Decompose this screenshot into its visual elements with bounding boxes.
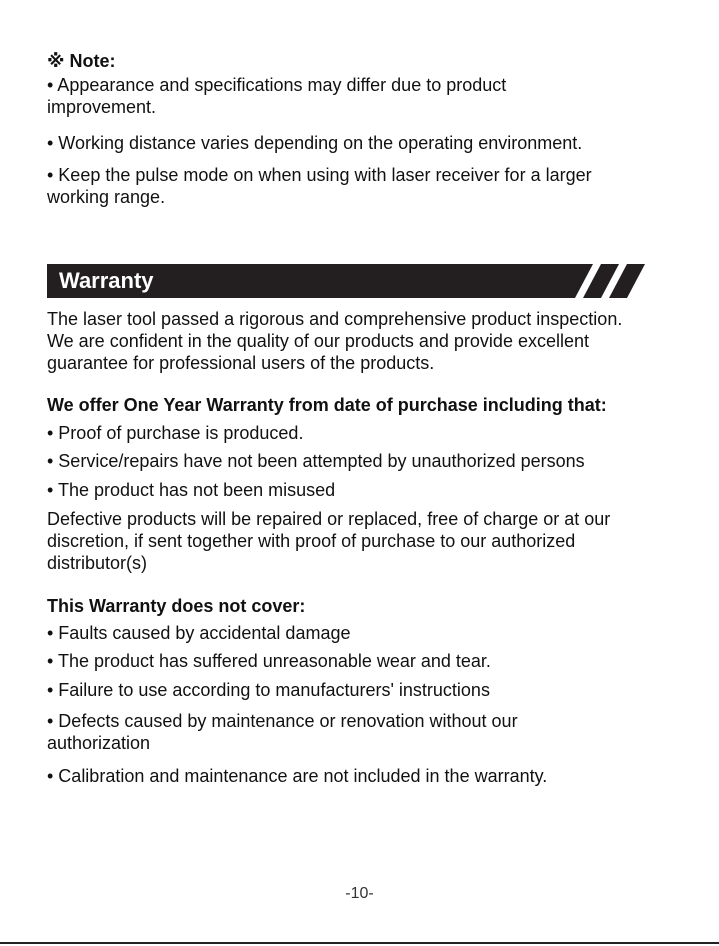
warranty-title: Warranty [59, 268, 154, 293]
warranty-defective-text: Defective products will be repaired or replaced, free of charge or at our discretion, if sent together with proof of purchase to our authorized distributor(s) [47, 509, 611, 573]
not-cover-item: • Calibration and maintenance are not included in the warranty. [47, 766, 548, 786]
note-title: Note: [69, 51, 116, 71]
page-number: -10- [345, 885, 374, 902]
note-heading [47, 50, 116, 72]
note-item: • Appearance and specifications may differ due to product improvement. [47, 75, 507, 117]
note-symbol: ※ [47, 51, 65, 71]
not-cover-item: • Faults caused by accidental damage [47, 623, 351, 643]
not-cover-item: • The product has suffered unreasonable wear and tear. [47, 651, 491, 671]
offer-item: • The product has not been misused [47, 480, 336, 500]
warranty-offer-heading: We offer One Year Warranty from date of purchase including that: [47, 395, 607, 415]
note-item: • Working distance varies depending on the operating environment. [47, 133, 583, 153]
offer-item: • Service/repairs have not been attempted by unauthorized persons [47, 451, 585, 471]
bottom-divider [0, 942, 719, 944]
offer-item: • Proof of purchase is produced. [47, 423, 304, 443]
warranty-not-cover-heading: This Warranty does not cover: [47, 596, 306, 616]
not-cover-item: • Failure to use according to manufacturers' instructions [47, 680, 490, 700]
note-item: • Keep the pulse mode on when using with laser receiver for a larger working range. [47, 165, 592, 207]
warranty-intro: The laser tool passed a rigorous and comprehensive product inspection. We are confident in the quality of our products and provide excellent guarantee for professional users of the products. [47, 309, 623, 373]
not-cover-item: • Defects caused by maintenance or renovation without our authorization [47, 711, 518, 753]
banner-stripes-decoration [557, 264, 647, 298]
warranty-banner [47, 264, 644, 298]
